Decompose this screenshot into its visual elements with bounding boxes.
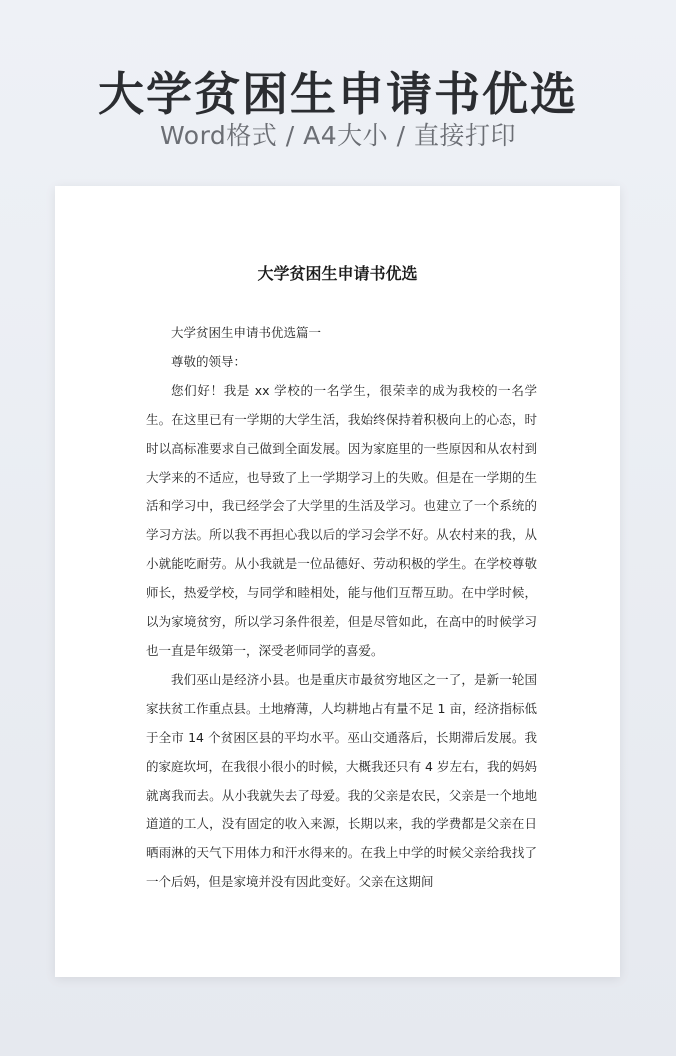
banner-subtitle: Word格式 / A4大小 / 直接打印 — [160, 121, 516, 150]
document-title: 大学贫困生申请书优选 — [257, 264, 418, 283]
document-body — [146, 319, 537, 897]
document-page — [55, 186, 620, 977]
section-heading: 大学贫困生申请书优选篇一 — [171, 325, 322, 340]
body-paragraph: 我们巫山是经济小县。也是重庆市最贫穷地区之一了，是新一轮国家扶贫工作重点县。土地瘠薄，人均耕地占有量不足 1 亩，经济指标低于全市 14 个贫困区县的平均水平。巫山交通落后，长期滞后发展。我的家庭坎坷，在我很小很小的时候，大概我还只有 4 岁左右，我的妈妈就离我而去。从小我就失去了母爱。我的父亲是农民，父亲是一个地地道道的工人，没有固定的收入来源，长期以来，我的学费都是父亲在日晒雨淋的天气下用体力和汗水得来的。在我上中学的时候父亲给我找了一个后妈，但是家境并没有因此变好。父亲在这期间 — [146, 671, 537, 890]
banner-title: 大学贫困生申请书优选 — [98, 67, 578, 121]
salutation: 尊敬的领导： — [171, 353, 247, 369]
body-paragraph: 您们好！我是 xx 学校的一名学生，很荣幸的成为我校的一名学生。在这里已有一学期的大学生活，我始终保持着积极向上的心态，时时以高标准要求自己做到全面发展。因为家庭里的一些原因和从农村到大学来的不适应，也导致了上一学期学习上的失败。但是在一学期的生活和学习中，我已经学会了大学里的生活及学习。也建立了一个系统的学习方法。所以我不再担心我以后的学习会学不好。从农村来的我，从小就能吃耐劳。从小我就是一位品德好、劳动积极的学生。在学校尊敬师长，热爱学校，与同学和睦相处，能与他们互帮互助。在中学时候，以为家境贫穷，所以学习条件很差，但是尽管如此，在高中的时候学习也一直是年级第一，深受老师同学的喜爱。 — [146, 382, 537, 658]
